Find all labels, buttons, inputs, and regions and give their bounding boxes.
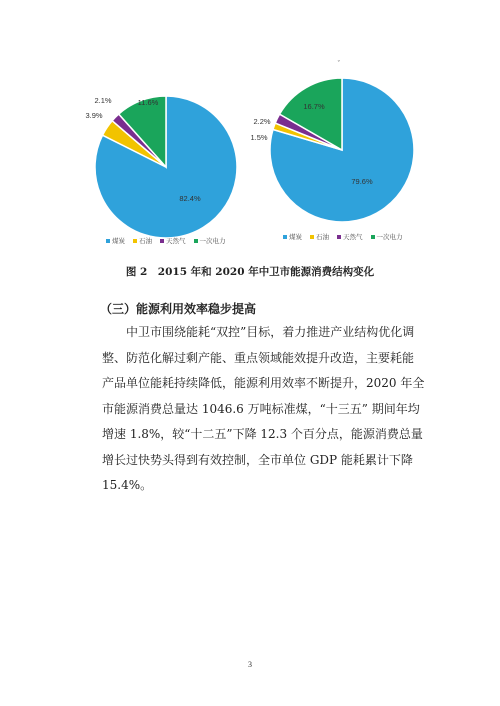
legend-label: 一次电力: [376, 233, 403, 241]
paragraph-line: 增速 1.8%，较“十二五”下降 12.3 个百分点，能源消费总量: [102, 427, 423, 441]
page-number: 3: [248, 660, 252, 669]
legend-swatch: [133, 239, 137, 243]
legend-label: 天然气: [343, 233, 363, 241]
legend-label: 煤炭: [289, 233, 302, 241]
paragraph-line: 产品单位能耗持续降低，能源利用效率不断提升，2020 年全: [102, 376, 425, 390]
legend-swatch: [106, 239, 110, 243]
data-label-coal: 82.4%: [179, 194, 201, 203]
legend-swatch: [310, 235, 314, 239]
data-label-gas: 2.1%: [94, 96, 112, 105]
legend-label: 石油: [139, 237, 152, 245]
section-heading: （三）能源利用效率稳步提高: [100, 302, 257, 316]
data-label-electricity: 11.6%: [137, 98, 159, 107]
legend-label: 煤炭: [112, 237, 125, 245]
top-mark: ˇ: [337, 60, 341, 68]
paragraph-line: 整、防范化解过剩产能、重点领域能效提升改造，主要耗能: [102, 350, 415, 365]
data-label-oil: 3.9%: [85, 111, 103, 120]
legend-item-gas: [160, 236, 186, 245]
legend-label: 一次电力: [199, 237, 226, 245]
legend-swatch: [160, 239, 164, 243]
paragraph-line: 增长过快势头得到有效控制，全市单位 GDP 能耗累计下降: [102, 452, 413, 467]
legend-swatch: [194, 239, 198, 243]
legend-swatch: [337, 235, 341, 239]
legend-item-gas: [337, 232, 363, 241]
legend-item-oil: [310, 232, 329, 241]
legend-item-electricity: [371, 232, 403, 241]
data-label-coal: 79.6%: [351, 177, 373, 186]
data-label-oil: 1.5%: [250, 133, 268, 142]
paragraph-line: 15.4%。: [102, 478, 153, 492]
legend-label: 石油: [316, 233, 329, 241]
legend-item-coal: [283, 232, 302, 241]
data-label-gas: 2.2%: [253, 117, 271, 126]
body-paragraph: [102, 320, 425, 499]
legend-2015: [106, 236, 226, 245]
paragraph-line: 中卫市围绕能耗“双控”目标，着力推进产业结构优化调: [126, 325, 415, 339]
legend-item-oil: [133, 236, 152, 245]
paragraph-line: 市能源消费总量达 1046.6 万吨标准煤，“十三五” 期间年均: [102, 401, 420, 416]
figure-caption: 图 2 2015 年和 2020 年中卫市能源消费结构变化: [125, 266, 375, 278]
legend-2020: [283, 232, 403, 241]
legend-swatch: [371, 235, 375, 239]
pie-chart-2020: [250, 78, 414, 222]
legend-item-electricity: [194, 236, 226, 245]
pie-charts-canvas: [0, 0, 500, 260]
legend-swatch: [283, 235, 287, 239]
data-label-electricity: 16.7%: [303, 102, 325, 111]
legend-item-coal: [106, 236, 125, 245]
legend-label: 天然气: [166, 237, 186, 245]
pie-chart-2015: [85, 96, 237, 238]
